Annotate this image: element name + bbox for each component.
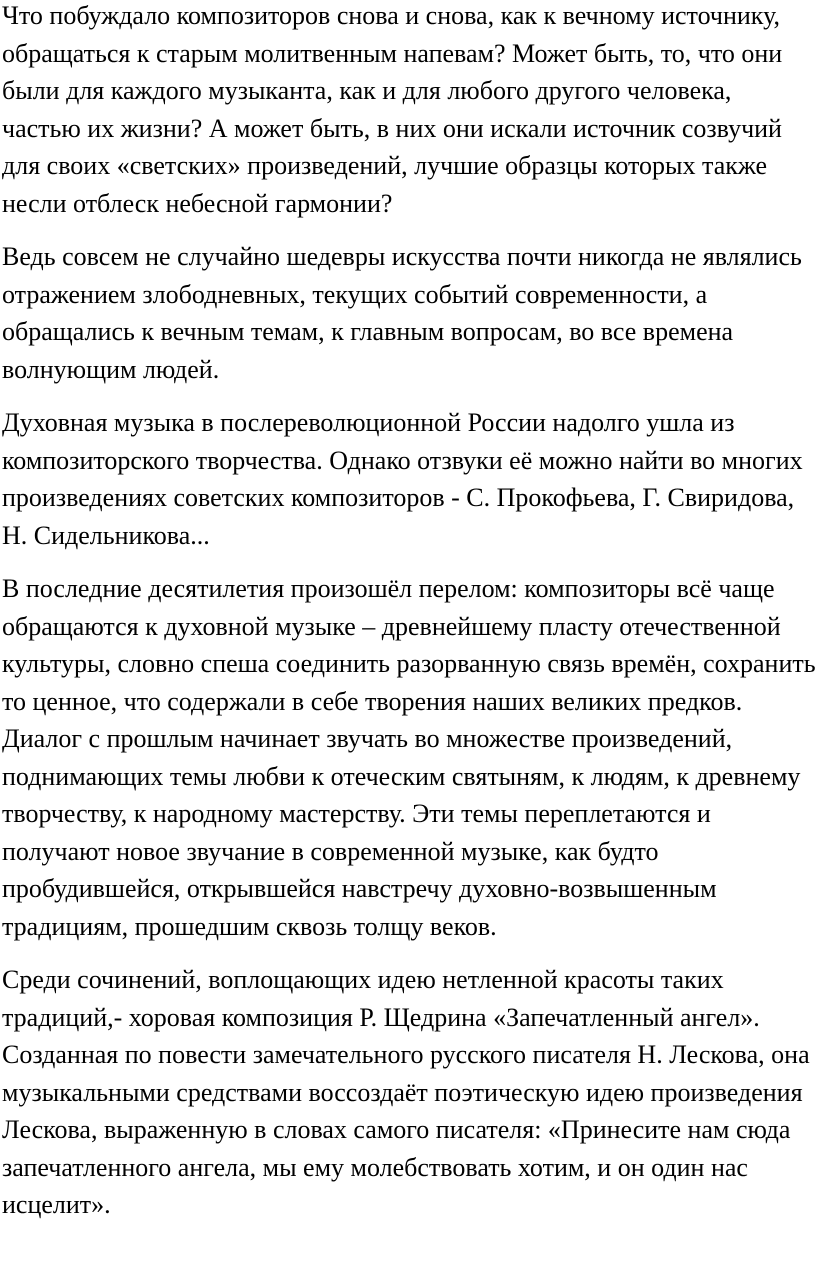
paragraph-2: Ведь совсем не случайно шедевры искусства почти никогда не являлись отражением злободневных, текущих событий современности, а обращались к вечным темам, к главным вопросам, во все времена волнующим людей. [2, 242, 802, 384]
paragraph-3: Духовная музыка в послереволюционной России надолго ушла из композиторского творчества. Однако отзвуки её можно найти во многих произведениях советских композиторов - С. Прокофьева, Г. Свиридова, Н. Сидельникова... [2, 408, 803, 550]
paragraph-4: В последние десятилетия произошёл перелом: композиторы всё чаще обращаются к духовной музыке – древнейшему пласту отечественной культуры, словно спеша соединить разорванную связь времён, сохранить то ценное, что содержали в себе творения наших великих предков. Диалог с прошлым начинает звучать во множестве произведений, поднимающих темы любви к отеческим святыням, к людям, к древнему творчеству, к народному мастерству. Эти темы переплетаются и получают новое звучание в современной музыке, как будто пробудившейся, открывшейся навстречу духовно-возвышенным традициям, прошедшим сквозь толщу веков. [2, 574, 816, 941]
paragraph-1: Что побуждало композиторов снова и снова, как к вечному источнику, обращаться к старым молитвенным напевам? Может быть, то, что они были для каждого музыканта, как и для любого другого человека, частью их жизни? А может быть, в них они искали источник созвучий для своих «светских» произведений, лучшие образцы которых также несли отблеск небесной гармонии? [2, 1, 783, 218]
paragraph-5: Среди сочинений, воплощающих идею нетленной красоты таких традиций,- хоровая композиция Р. Щедрина «Запечатленный ангел». Созданная по повести замечательного русского писателя Н. Лескова, она музыкальными средствами воссоздаёт поэтическую идею произведения Лескова, выраженную в словах самого писателя: «Принесите нам сюда запечатленного ангела, мы ему молебствовать хотим, и он один нас исцелит». [2, 965, 810, 1219]
